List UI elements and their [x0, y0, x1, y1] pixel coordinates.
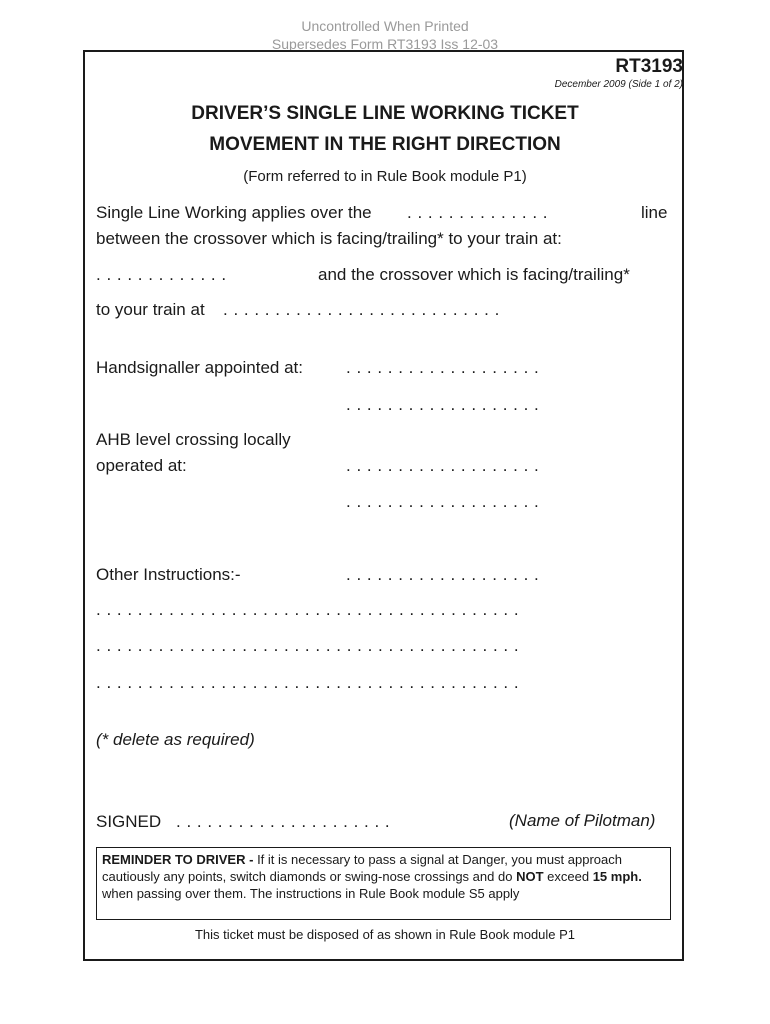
- ahb-label-line-1: AHB level crossing locally: [96, 430, 291, 449]
- ahb-field-2[interactable]: . . . . . . . . . . . . . . . . . . .: [346, 492, 540, 511]
- crossover-line-text: between the crossover which is facing/trailing* to your train at:: [96, 229, 562, 248]
- train-at-field[interactable]: . . . . . . . . . . . . . . . . . . . . . . . . . . .: [223, 300, 500, 319]
- slw-prefix: Single Line Working applies over the: [96, 203, 372, 222]
- handsignaller-field-2[interactable]: . . . . . . . . . . . . . . . . . . .: [346, 395, 540, 414]
- reminder-text-3: when passing over them. The instructions in Rule Book module S5 apply: [102, 886, 520, 901]
- uncontrolled-notice: Uncontrolled When Printed: [301, 18, 469, 34]
- ticket-title-line-1: DRIVER’S SINGLE LINE WORKING TICKET: [191, 103, 579, 124]
- handsignaller-label: Handsignaller appointed at:: [96, 358, 303, 377]
- reminder-text-1: If it is necessary to pass a signal at Danger, you must approach cautiously any points, switch diamonds or swing-nose crossings and do: [102, 852, 622, 884]
- reminder-heading: REMINDER TO DRIVER -: [102, 852, 254, 867]
- other-instructions-field-4[interactable]: . . . . . . . . . . . . . . . . . . . . . . . . . . . . . . . . . . . . . . . . .: [96, 673, 520, 692]
- second-crossover-text: and the crossover which is facing/trailing*: [318, 265, 630, 284]
- other-instructions-field-3[interactable]: . . . . . . . . . . . . . . . . . . . . . . . . . . . . . . . . . . . . . . . . .: [96, 636, 520, 655]
- reminder-speed: 15 mph.: [592, 869, 642, 884]
- supersedes-notice: Supersedes Form RT3193 Iss 12-03: [271, 36, 499, 52]
- disposal-note: This ticket must be disposed of as shown in Rule Book module P1: [194, 927, 576, 942]
- pilotman-name-label: (Name of Pilotman): [509, 811, 656, 830]
- handsignaller-field-1[interactable]: . . . . . . . . . . . . . . . . . . .: [346, 358, 540, 377]
- form-date: December 2009 (Side 1 of 2): [554, 79, 683, 90]
- ahb-label-line-2: operated at:: [96, 456, 187, 475]
- train-at-label: to your train at: [96, 300, 205, 319]
- slw-suffix: line: [641, 203, 668, 222]
- ticket-title-line-2: MOVEMENT IN THE RIGHT DIRECTION: [209, 134, 561, 155]
- form-code: RT3193: [615, 56, 683, 77]
- slw-line-field[interactable]: . . . . . . . . . . . . . .: [407, 203, 549, 222]
- other-instructions-field-1[interactable]: . . . . . . . . . . . . . . . . . . .: [346, 565, 540, 584]
- signed-field[interactable]: . . . . . . . . . . . . . . . . . . . . .: [176, 812, 391, 831]
- reminder-not: NOT: [516, 869, 544, 884]
- reminder-box: [96, 847, 671, 920]
- first-crossover-field[interactable]: . . . . . . . . . . . . .: [96, 265, 227, 284]
- delete-note: (* delete as required): [96, 730, 255, 749]
- other-instructions-field-2[interactable]: . . . . . . . . . . . . . . . . . . . . . . . . . . . . . . . . . . . . . . . . .: [96, 600, 520, 619]
- reminder-text-2: exceed: [547, 869, 590, 884]
- ahb-field-1[interactable]: . . . . . . . . . . . . . . . . . . .: [346, 456, 540, 475]
- other-instructions-label: Other Instructions:-: [96, 565, 241, 584]
- ticket-subtitle: (Form referred to in Rule Book module P1): [243, 168, 527, 185]
- signed-label: SIGNED: [96, 812, 162, 831]
